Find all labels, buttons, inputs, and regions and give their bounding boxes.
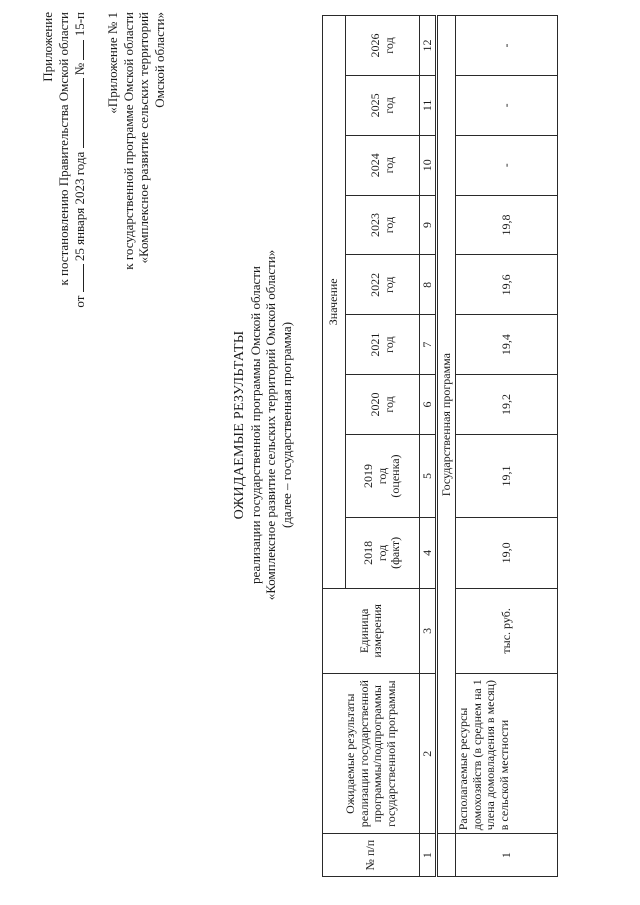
row-unit: тыс. руб. <box>456 588 558 673</box>
year-header: 2020 год <box>346 375 420 435</box>
header-num: № п/п <box>323 834 420 877</box>
decree-number: 15-п <box>72 12 87 37</box>
table-row <box>456 16 558 877</box>
column-number: 8 <box>420 255 437 315</box>
header-unit: Единица измерения <box>323 588 420 673</box>
title-line2: реализации государственной программы Омской области <box>247 266 263 584</box>
row-num: 1 <box>456 834 558 877</box>
decree-date-number-line <box>71 12 88 432</box>
column-number: 5 <box>420 434 437 517</box>
section-row <box>437 16 456 877</box>
decree-line: к постановлению Правительства Омской области <box>55 12 71 286</box>
year-header: 2019 год (оценка) <box>346 434 420 517</box>
column-number: 10 <box>420 135 437 195</box>
date-underline <box>71 264 84 292</box>
program-appendix-line2: к государственной программе Омской области <box>120 12 136 270</box>
section-label: Государственная программа <box>437 16 456 834</box>
column-number: 12 <box>420 16 437 76</box>
section-spacer <box>437 834 456 877</box>
header-row-top <box>323 16 346 877</box>
header-value: Значение <box>323 16 346 589</box>
title-line3: «Комплексное развитие сельских территорий Омской области» <box>263 249 278 601</box>
year-header: 2025 год <box>346 75 420 135</box>
number-underline <box>71 40 84 60</box>
column-number: 4 <box>420 518 437 588</box>
from-prefix: от <box>72 295 87 308</box>
decree-date: 25 января 2023 года <box>72 151 87 262</box>
decree-appendix-header <box>40 12 88 432</box>
column-number: 1 <box>420 834 437 877</box>
document-title <box>232 85 294 765</box>
program-appendix-line1: «Приложение № 1 <box>105 12 120 114</box>
column-number-row <box>420 16 437 877</box>
row-value: 19,6 <box>456 255 558 315</box>
row-value: - <box>456 16 558 76</box>
row-result: Располагаемые ресурсы домохозяйств (в среднем на 1 члена домовладения в месяц) в сельской местности <box>456 674 558 834</box>
title-line4: (далее – государственная программа) <box>278 321 294 529</box>
row-value: 19,1 <box>456 434 558 517</box>
column-number: 3 <box>420 588 437 673</box>
row-value: - <box>456 75 558 135</box>
column-number: 6 <box>420 375 437 435</box>
title-main: ОЖИДАЕМЫЕ РЕЗУЛЬТАТЫ <box>232 330 247 520</box>
column-number: 11 <box>420 75 437 135</box>
year-header: 2018 год (факт) <box>346 518 420 588</box>
results-table <box>322 15 558 877</box>
row-value: 19,8 <box>456 195 558 255</box>
number-prefix: № <box>72 62 87 76</box>
program-appendix-line3: «Комплексное развитие сельских территорий <box>136 12 151 264</box>
row-value: 19,4 <box>456 315 558 375</box>
column-number: 2 <box>420 674 437 834</box>
year-header: 2023 год <box>346 195 420 255</box>
column-number: 9 <box>420 195 437 255</box>
appendix-title: Приложение <box>40 12 55 82</box>
year-header: 2026 год <box>346 16 420 76</box>
date-underline-tail <box>71 78 84 148</box>
header-results: Ожидаемые результаты реализации государственной программы/подпрограммы государственной программы <box>323 674 420 834</box>
year-header: 2024 год <box>346 135 420 195</box>
program-appendix-header <box>105 12 167 342</box>
year-header: 2021 год <box>346 315 420 375</box>
program-appendix-line4: Омской области» <box>151 12 167 108</box>
row-value: - <box>456 135 558 195</box>
column-number: 7 <box>420 315 437 375</box>
row-value: 19,2 <box>456 375 558 435</box>
row-value: 19,0 <box>456 518 558 588</box>
year-header: 2022 год <box>346 255 420 315</box>
